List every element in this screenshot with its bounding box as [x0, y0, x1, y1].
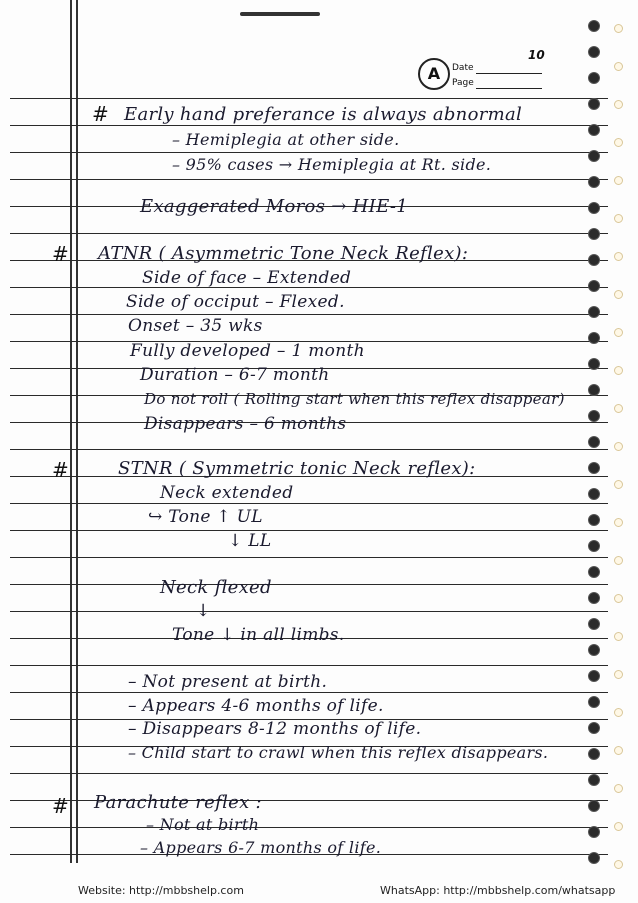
ruled-line — [10, 152, 608, 153]
note-line: Tone ↓ in all limbs. — [172, 625, 345, 645]
note-line: – Appears 4-6 months of life. — [128, 696, 384, 716]
spiral-hole — [588, 488, 600, 500]
ruled-line — [10, 530, 608, 531]
ruled-line — [10, 449, 608, 450]
ruled-line — [10, 611, 608, 612]
spiral-hole — [588, 800, 600, 812]
ruled-line — [10, 233, 608, 234]
notebook-logo: A — [418, 58, 450, 90]
spiral-hole — [588, 670, 600, 682]
ruled-line — [10, 665, 608, 666]
spiral-hole — [588, 332, 600, 344]
spiral-ring — [614, 746, 623, 755]
spiral-hole — [588, 436, 600, 448]
note-line: Neck extended — [160, 483, 294, 503]
top-binding-mark — [240, 12, 320, 16]
section-hash: # — [52, 794, 69, 818]
spiral-hole — [588, 566, 600, 578]
spiral-hole — [588, 98, 600, 110]
spiral-hole — [588, 462, 600, 474]
spiral-ring — [614, 860, 623, 869]
page-label: Page — [452, 78, 474, 88]
spiral-hole — [588, 46, 600, 58]
ruled-line — [10, 314, 608, 315]
note-line: ↓ — [196, 601, 211, 621]
spiral-hole — [588, 384, 600, 396]
date-label: Date — [452, 63, 474, 73]
section-hash: # — [92, 102, 109, 126]
spiral-hole — [588, 124, 600, 136]
spiral-hole — [588, 644, 600, 656]
section-hash: # — [52, 242, 69, 266]
spiral-ring — [614, 176, 623, 185]
ruled-line — [10, 98, 608, 99]
spiral-hole — [588, 826, 600, 838]
spiral-ring — [614, 404, 623, 413]
note-line: Parachute reflex : — [94, 792, 262, 813]
ruled-line — [10, 503, 608, 504]
spiral-hole — [588, 618, 600, 630]
margin-line-right — [76, 0, 78, 863]
spiral-ring — [614, 518, 623, 527]
spiral-hole — [588, 358, 600, 370]
note-line: – 95% cases → Hemiplegia at Rt. side. — [172, 155, 492, 174]
ruled-line — [10, 692, 608, 693]
footer-website-link[interactable]: Website: http://mbbshelp.com — [78, 884, 244, 897]
spiral-hole — [588, 150, 600, 162]
note-line: – Appears 6-7 months of life. — [140, 838, 382, 857]
note-line: Disappears – 6 months — [144, 414, 347, 434]
ruled-line — [10, 179, 608, 180]
ruled-line — [10, 773, 608, 774]
spiral-ring — [614, 252, 623, 261]
spiral-ring — [614, 366, 623, 375]
date-field — [476, 73, 542, 74]
spiral-ring — [614, 594, 623, 603]
spiral-ring — [614, 480, 623, 489]
spiral-hole — [588, 592, 600, 604]
note-line: Fully developed – 1 month — [130, 341, 365, 361]
spiral-hole — [588, 20, 600, 32]
spiral-ring — [614, 822, 623, 831]
spiral-hole — [588, 72, 600, 84]
note-line: – Child start to crawl when this reflex disappears. — [128, 743, 549, 762]
spiral-ring — [614, 24, 623, 33]
note-line: Neck flexed — [160, 577, 272, 598]
spiral-hole — [588, 540, 600, 552]
note-line: Early hand preferance is always abnormal — [124, 104, 523, 125]
spiral-ring — [614, 632, 623, 641]
spiral-ring — [614, 670, 623, 679]
spiral-ring — [614, 442, 623, 451]
note-line: Do not roll ( Rolling start when this reflex disappear) — [144, 390, 565, 408]
note-line: Exaggerated Moros → HIE-1 — [140, 196, 408, 217]
spiral-hole — [588, 722, 600, 734]
note-line: STNR ( Symmetric tonic Neck reflex): — [118, 458, 476, 479]
spiral-hole — [588, 852, 600, 864]
spiral-ring — [614, 62, 623, 71]
spiral-ring — [614, 708, 623, 717]
note-line: ATNR ( Asymmetric Tone Neck Reflex): — [98, 243, 469, 264]
spiral-ring — [614, 214, 623, 223]
spiral-hole — [588, 306, 600, 318]
spiral-hole — [588, 202, 600, 214]
spiral-hole — [588, 774, 600, 786]
margin-line-left — [70, 0, 72, 863]
spiral-ring — [614, 784, 623, 793]
note-line: Onset – 35 wks — [128, 316, 263, 336]
spiral-hole — [588, 514, 600, 526]
footer-whatsapp-link[interactable]: WhatsApp: http://mbbshelp.com/whatsapp — [380, 884, 616, 897]
spiral-hole — [588, 228, 600, 240]
ruled-line — [10, 557, 608, 558]
note-line: ↪ Tone ↑ UL — [148, 507, 263, 527]
note-line: Duration – 6-7 month — [140, 365, 330, 385]
spiral-ring — [614, 138, 623, 147]
spiral-hole — [588, 748, 600, 760]
spiral-ring — [614, 290, 623, 299]
ruled-line — [10, 584, 608, 585]
note-line: – Not present at birth. — [128, 672, 328, 692]
ruled-line — [10, 827, 608, 828]
note-line: – Not at birth — [146, 815, 260, 834]
spiral-hole — [588, 410, 600, 422]
note-line: – Hemiplegia at other side. — [172, 130, 400, 149]
spiral-ring — [614, 556, 623, 565]
note-line: Side of face – Extended — [142, 268, 352, 288]
spiral-hole — [588, 696, 600, 708]
note-line: Side of occiput – Flexed. — [126, 292, 345, 312]
spiral-hole — [588, 254, 600, 266]
spiral-hole — [588, 280, 600, 292]
spiral-ring — [614, 100, 623, 109]
page-number: 10 — [528, 48, 545, 62]
spiral-hole — [588, 176, 600, 188]
note-line: – Disappears 8-12 months of life. — [128, 719, 422, 739]
note-line: ↓ LL — [228, 531, 272, 551]
page-field — [476, 88, 542, 89]
spiral-ring — [614, 328, 623, 337]
section-hash: # — [52, 458, 69, 482]
